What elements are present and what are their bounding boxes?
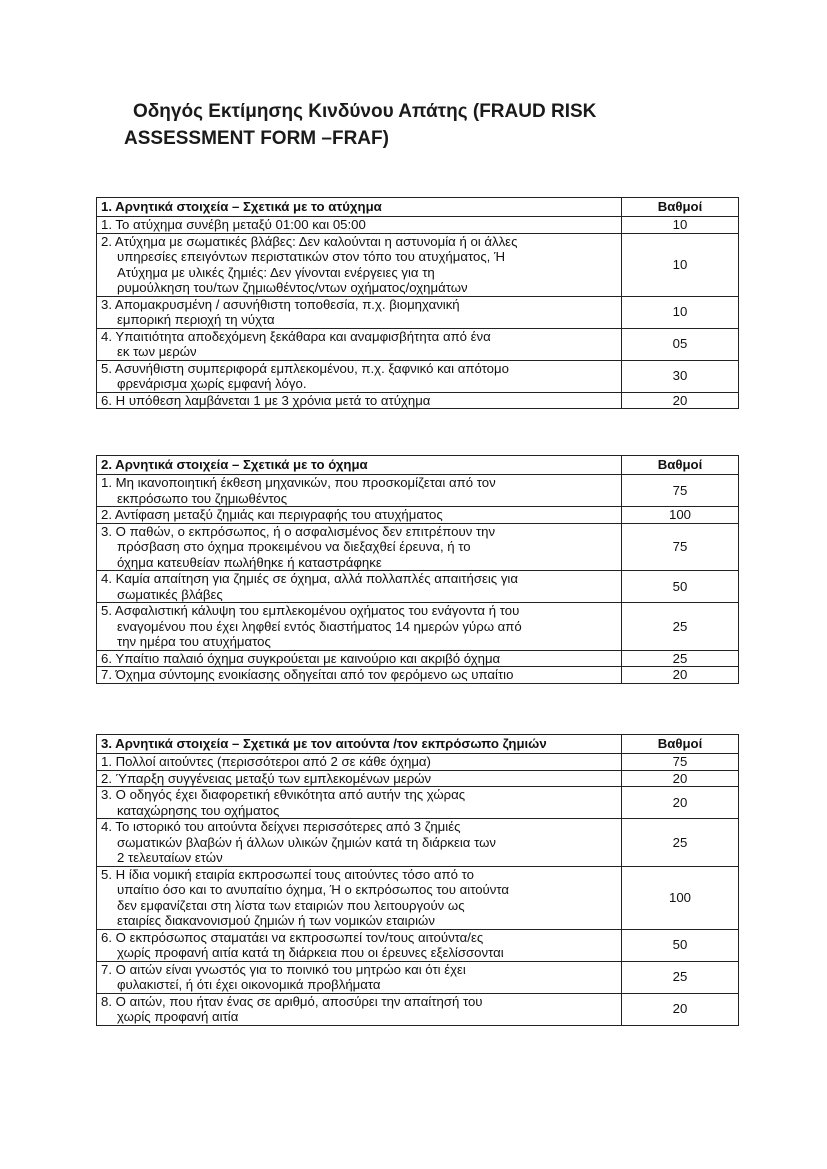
table-row: [97, 523, 739, 571]
score-value: 20: [622, 993, 739, 1025]
criterion-line: χωρίς προφανή αιτία: [117, 1009, 239, 1024]
table-row: [97, 961, 739, 993]
score-value: 20: [622, 667, 739, 684]
table-row: [97, 392, 739, 409]
score-value: 10: [622, 217, 739, 234]
criterion-text: [97, 507, 622, 524]
score-value: 75: [622, 754, 739, 771]
section-table: [96, 455, 739, 684]
table-row: [97, 667, 739, 684]
criterion-line: 3. Απομακρυσμένη / ασυνήθιστη τοποθεσία, π.χ. βιομηχανική: [101, 296, 460, 312]
table-row: [97, 929, 739, 961]
table-row: [97, 507, 739, 524]
table-row: [97, 754, 739, 771]
criterion-line: 6. Η υπόθεση λαμβάνεται 1 με 3 χρόνια μετά το ατύχημα: [101, 392, 431, 408]
score-value: 25: [622, 603, 739, 651]
criterion-line: 5. Η ίδια νομική εταιρία εκπροσωπεί τους αιτούντες τόσο από το: [101, 866, 474, 882]
criterion-line: καταχώρησης του οχήματος: [117, 802, 280, 818]
score-value: 05: [622, 328, 739, 360]
table-row: [97, 571, 739, 603]
criterion-text: [97, 993, 622, 1025]
criterion-line: πρόσβαση στο όχημα προκειμένου να διεξαχθεί έρευνα, ή το: [117, 539, 471, 554]
criterion-line: 6. Ο εκπρόσωπος σταματάει να εκπροσωπεί τον/τους αιτούντα/ες: [101, 929, 484, 945]
table-row: [97, 475, 739, 507]
criterion-line: φυλακιστεί, ή ότι έχει οικονομικά προβλήματα: [117, 977, 381, 992]
table-row: [97, 650, 739, 667]
score-value: 20: [622, 392, 739, 409]
score-value: 10: [622, 233, 739, 296]
title-line-2: ASSESSMENT FORM –FRAF): [124, 128, 389, 149]
criterion-line: 1. Το ατύχημα συνέβη μεταξύ 01:00 και 05:00: [101, 217, 366, 232]
score-value: 75: [622, 523, 739, 571]
criterion-line: 1. Πολλοί αιτούντες (περισσότεροι από 2 σε κάθε όχημα): [101, 754, 431, 769]
criterion-line: 7. Ο αιτών είναι γνωστός για το ποινικό του μητρώο και ότι έχει: [101, 961, 466, 977]
table-row: [97, 360, 739, 392]
score-value: 10: [622, 296, 739, 328]
criterion-line: σωματικές βλάβες: [117, 586, 223, 602]
table-row: [97, 328, 739, 360]
table-row: [97, 993, 739, 1025]
criterion-text: [97, 360, 622, 392]
section-header-row: [97, 456, 739, 475]
criterion-line: 4. Το ιστορικό του αιτούντα δείχνει περισσότερες από 3 ζημιές: [101, 819, 461, 834]
score-column-header: Βαθμοί: [622, 198, 739, 217]
section-table: [96, 197, 739, 409]
criterion-line: 3. Ο παθών, ο εκπρόσωπος, ή ο ασφαλισμένος δεν επιτρέπουν την: [101, 523, 496, 539]
table-row: [97, 217, 739, 234]
section-heading: 1. Αρνητικά στοιχεία – Σχετικά με το ατύχημα: [97, 198, 622, 217]
criterion-line: υπηρεσίες επειγόντων περιστατικών στον τόπο του ατυχήματος, Ή: [117, 249, 506, 264]
criterion-line: φρενάρισμα χωρίς εμφανή λόγο.: [117, 376, 307, 391]
criterion-line: Ατύχημα με υλικές ζημιές: Δεν γίνονται ενέργειες για τη: [117, 264, 435, 280]
criterion-line: 4. Καμία απαίτηση για ζημιές σε όχημα, αλλά πολλαπλές απαιτήσεις για: [101, 571, 518, 586]
criterion-line: σωματικών βλαβών ή άλλων υλικών ζημιών κατά τη διάρκεια των: [117, 834, 496, 850]
score-value: 30: [622, 360, 739, 392]
criterion-line: 8. Ο αιτών, που ήταν ένας σε αριθμό, αποσύρει την απαίτησή του: [101, 993, 483, 1009]
score-value: 50: [622, 571, 739, 603]
score-column-header: Βαθμοί: [622, 456, 739, 475]
criterion-text: [97, 754, 622, 771]
title-line-1: Οδηγός Εκτίμησης Κινδύνου Απάτης (FRAUD RISK: [133, 101, 597, 122]
criterion-text: [97, 866, 622, 929]
criterion-line: εμπορική περιοχή τη νύχτα: [117, 312, 275, 327]
criterion-text: [97, 233, 622, 296]
criterion-line: χωρίς προφανή αιτία κατά τη διάρκεια που οι έρευνες εξελίσσονται: [117, 945, 504, 960]
criterion-line: εκπρόσωπο του ζημιωθέντος: [117, 490, 288, 506]
score-value: 25: [622, 650, 739, 667]
score-value: 20: [622, 770, 739, 787]
criterion-text: [97, 217, 622, 234]
criterion-line: εκ των μερών: [117, 344, 197, 359]
section-table: [96, 734, 739, 1026]
table-row: [97, 296, 739, 328]
section-header-row: [97, 198, 739, 217]
section-header-row: [97, 735, 739, 754]
criterion-line: εταιρίες διακανονισμού ζημιών ή των νομικών εταιριών: [117, 913, 435, 928]
criterion-line: 3. Ο οδηγός έχει διαφορετική εθνικότητα από αυτήν της χώρας: [101, 787, 466, 802]
criterion-line: 1. Μη ικανοποιητική έκθεση μηχανικών, που προσκομίζεται από τον: [101, 475, 496, 490]
criterion-line: 4. Υπαιτιότητα αποδεχόμενη ξεκάθαρα και αναμφισβήτητα από ένα: [101, 328, 491, 344]
criterion-text: [97, 392, 622, 409]
criterion-line: 2. Αντίφαση μεταξύ ζημιάς και περιγραφής του ατυχήματος: [101, 507, 443, 522]
criterion-line: την ημέρα του ατυχήματος: [117, 634, 271, 649]
section-heading: 3. Αρνητικά στοιχεία – Σχετικά με τον αιτούντα /τον εκπρόσωπο ζημιών: [97, 735, 622, 754]
score-value: 75: [622, 475, 739, 507]
table-row: [97, 233, 739, 296]
page-title: [124, 98, 664, 152]
score-value: 100: [622, 866, 739, 929]
criterion-line: 5. Ασφαλιστική κάλυψη του εμπλεκομένου οχήματος του ενάγοντα ή του: [101, 603, 520, 618]
criterion-text: [97, 571, 622, 603]
criterion-line: ρυμούλκηση του/των ζημιωθέντος/ντων οχήματος/οχημάτων: [117, 280, 468, 295]
criterion-line: υπαίτιο όσο και το ανυπαίτιο όχημα, Ή ο εκπρόσωπος του αιτούντα: [117, 882, 510, 897]
criterion-line: όχημα κατευθείαν πωλήθηκε ή καταστράφηκε: [117, 554, 382, 570]
table-row: [97, 603, 739, 651]
criterion-text: [97, 787, 622, 819]
score-value: 25: [622, 819, 739, 867]
score-value: 25: [622, 961, 739, 993]
criterion-text: [97, 328, 622, 360]
score-value: 50: [622, 929, 739, 961]
criterion-text: [97, 475, 622, 507]
criterion-line: 7. Όχημα σύντομης ενοικίασης οδηγείται από τον φερόμενο ως υπαίτιο: [101, 667, 514, 682]
criterion-text: [97, 667, 622, 684]
score-value: 100: [622, 507, 739, 524]
criterion-line: 2 τελευταίων ετών: [117, 850, 223, 865]
table-row: [97, 866, 739, 929]
criterion-text: [97, 770, 622, 787]
criterion-text: [97, 650, 622, 667]
criterion-line: 5. Ασυνήθιστη συμπεριφορά εμπλεκομένου, π.χ. ξαφνικό και απότομο: [101, 360, 509, 376]
table-row: [97, 770, 739, 787]
criterion-line: 2. Ύπαρξη συγγένειας μεταξύ των εμπλεκομένων μερών: [101, 770, 432, 786]
criterion-text: [97, 961, 622, 993]
criterion-text: [97, 929, 622, 961]
score-value: 20: [622, 787, 739, 819]
criterion-line: 2. Ατύχημα με σωματικές βλάβες: Δεν καλούνται η αστυνομία ή οι άλλες: [101, 233, 518, 249]
criterion-line: δεν εμφανίζεται στη λίστα των εταιριών που λειτουργούν ως: [117, 897, 465, 913]
criterion-text: [97, 603, 622, 651]
score-column-header: Βαθμοί: [622, 735, 739, 754]
criterion-text: [97, 819, 622, 867]
table-row: [97, 819, 739, 867]
criterion-line: εναγομένου που έχει ληφθεί εντός διαστήματος 14 ημερών γύρω από: [117, 618, 522, 634]
table-row: [97, 787, 739, 819]
criterion-text: [97, 523, 622, 571]
section-heading: 2. Αρνητικά στοιχεία – Σχετικά με το όχημα: [97, 456, 622, 475]
criterion-line: 6. Υπαίτιο παλαιό όχημα συγκρούεται με καινούριο και ακριβό όχημα: [101, 650, 501, 666]
criterion-text: [97, 296, 622, 328]
